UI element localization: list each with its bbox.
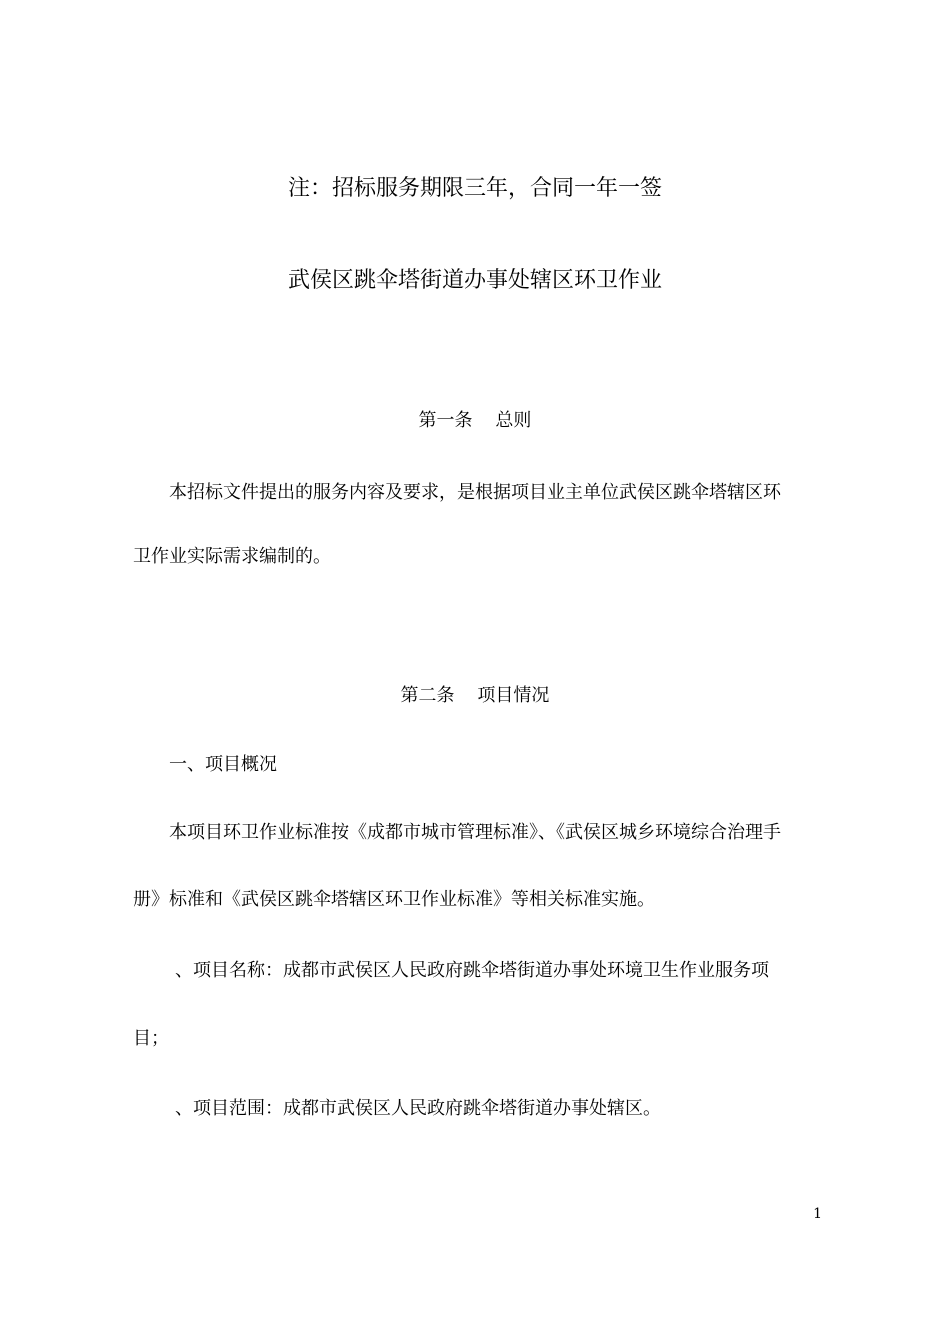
- project-scope: 、项目范围：成都市武侯区人民政府跳伞塔街道办事处辖区。: [175, 1098, 661, 1119]
- standards-line-2: 册》标准和《武侯区跳伞塔辖区环卫作业标准》等相关标准实施。: [133, 889, 655, 910]
- tender-note: 注：招标服务期限三年，合同一年一签: [287, 176, 662, 201]
- article-1-line-1: 本招标文件提出的服务内容及要求，是根据项目业主单位武侯区跳伞塔辖区环: [169, 482, 781, 503]
- section-1-title: 一、项目概况: [169, 754, 277, 775]
- article-1-line-2: 卫作业实际需求编制的。: [133, 546, 331, 567]
- document-title: 武侯区跳伞塔街道办事处辖区环卫作业: [287, 268, 662, 293]
- page-number: 1: [813, 1206, 822, 1222]
- project-name-line-1: 、项目名称：成都市武侯区人民政府跳伞塔街道办事处环境卫生作业服务项: [175, 960, 769, 981]
- article-1-heading: 第一条 总则: [418, 410, 532, 431]
- project-name-line-2: 目；: [133, 1028, 169, 1049]
- standards-line-1: 本项目环卫作业标准按《成都市城市管理标准》、《武侯区城乡环境综合治理手: [169, 822, 781, 843]
- article-2-heading: 第二条 项目情况: [400, 685, 550, 706]
